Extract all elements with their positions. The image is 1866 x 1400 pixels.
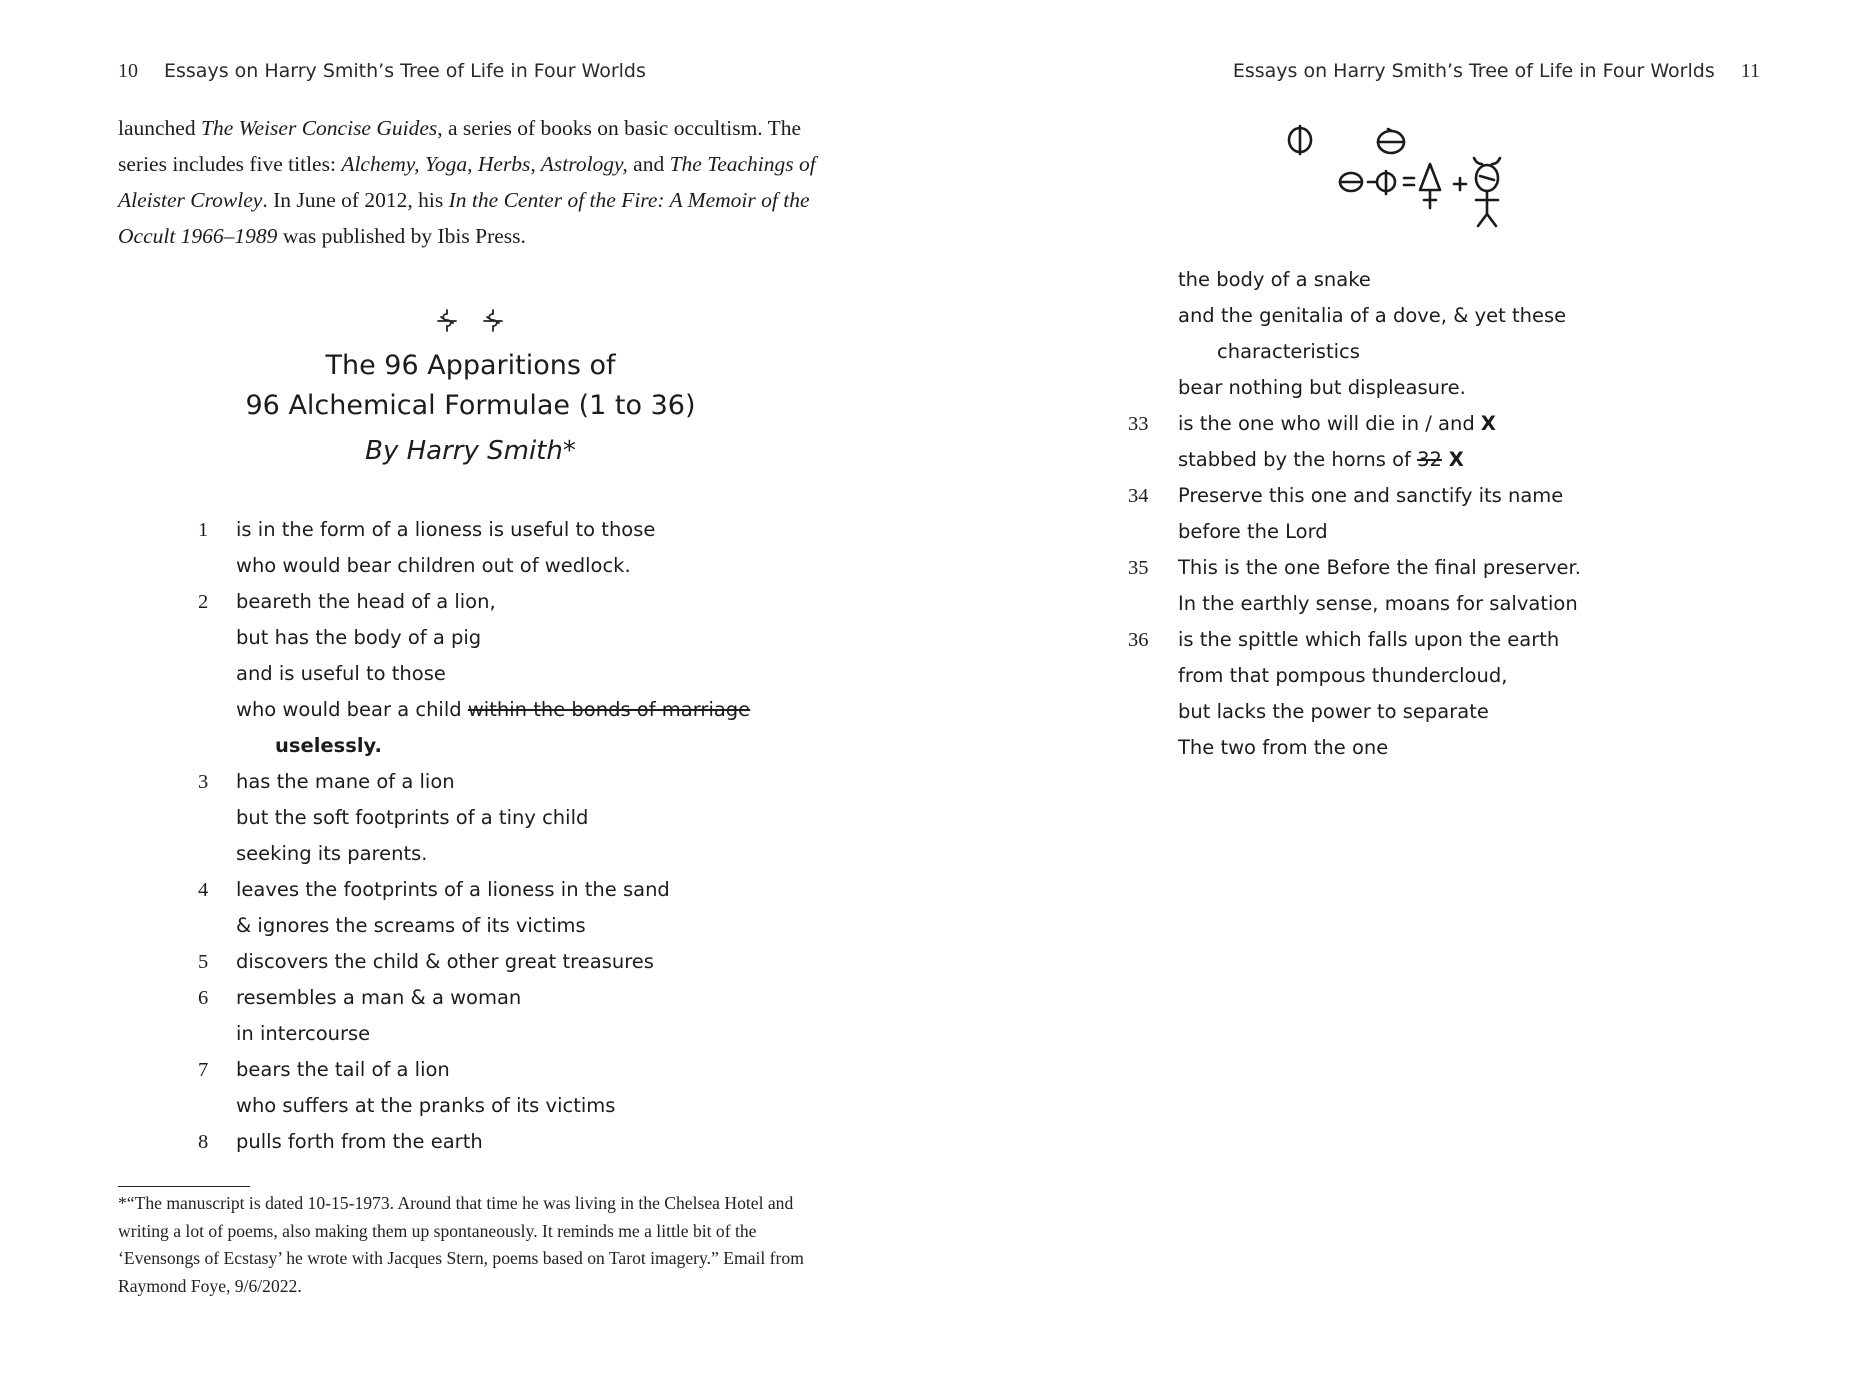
poem-line xyxy=(236,620,750,656)
formula-number: 5 xyxy=(198,951,209,973)
poem-line xyxy=(1128,478,1581,514)
poem-line-text: bear nothing but displeasure. xyxy=(1178,376,1466,399)
section-title-line-2: 96 Alchemical Formulae (1 to 36) xyxy=(245,390,696,421)
poem-line-text: bears the tail of a lion xyxy=(236,1058,450,1081)
poem-line xyxy=(198,872,750,908)
right-page xyxy=(933,0,1866,1400)
poem-line-text: but has the body of a pig xyxy=(236,626,482,649)
intro-text: launched xyxy=(118,116,201,140)
poem-line xyxy=(1128,622,1581,658)
poem-line-text: who would bear children out of wedlock. xyxy=(236,554,631,577)
poem-line xyxy=(1178,442,1581,478)
book-title: Essays on Harry Smith’s Tree of Life in Four Worlds xyxy=(164,60,646,82)
poem-line-text: has the mane of a lion xyxy=(236,770,455,793)
section-title-line-1: The 96 Apparitions of xyxy=(325,350,616,381)
formula-number: 6 xyxy=(198,987,209,1009)
poem-line xyxy=(236,728,750,764)
running-head-right xyxy=(1233,60,1760,83)
formula-number: 2 xyxy=(198,591,209,613)
poem-line xyxy=(198,1052,750,1088)
poem-line xyxy=(198,944,750,980)
bold-text: X xyxy=(1480,412,1496,435)
poem-line-text: resembles a man & a woman xyxy=(236,986,522,1009)
poem-line xyxy=(198,584,750,620)
poem-line xyxy=(1178,334,1581,370)
poem-line-text: & ignores the screams of its victims xyxy=(236,914,586,937)
intro-title-italic: The Teachings of Aleister Crowley xyxy=(118,152,816,212)
poem-line-text: who suffers at the pranks of its victims xyxy=(236,1094,616,1117)
intro-text: and xyxy=(627,152,670,176)
poem-line-text: before the Lord xyxy=(1178,520,1328,543)
poem-line-text: who would bear a child xyxy=(236,698,468,721)
poem-line-text: but the soft footprints of a tiny child xyxy=(236,806,589,829)
intro-title-italic: In the Center of the Fire: A Memoir of the Occult 1966–1989 xyxy=(118,188,810,248)
poem-list-right xyxy=(1128,262,1581,766)
poem-line xyxy=(1178,694,1581,730)
poem-line-text: and the genitalia of a dove, & yet these xyxy=(1178,304,1567,327)
fleuron-ornament-icon xyxy=(430,306,510,336)
poem-line xyxy=(236,692,750,728)
poem-line xyxy=(236,800,750,836)
poem-line xyxy=(1178,298,1581,334)
poem-line-text: is in the form of a lioness is useful to those xyxy=(236,518,656,541)
formula-number: 33 xyxy=(1128,413,1149,435)
poem-line-text: characteristics xyxy=(1217,340,1360,363)
poem-line xyxy=(236,1016,750,1052)
intro-paragraph xyxy=(118,110,838,254)
formula-number: 3 xyxy=(198,771,209,793)
poem-line xyxy=(198,1124,750,1160)
bold-text: X xyxy=(1441,448,1464,471)
poem-line-text: beareth the head of a lion, xyxy=(236,590,496,613)
intro-text: . In June of 2012, his xyxy=(262,188,449,212)
book-title: Essays on Harry Smith’s Tree of Life in Four Worlds xyxy=(1232,60,1715,82)
poem-line xyxy=(236,656,750,692)
poem-line-text: discovers the child & other great treasures xyxy=(236,950,654,973)
poem-line-text: Preserve this one and sanctify its name xyxy=(1178,484,1564,507)
poem-line-text: is the spittle which falls upon the earth xyxy=(1178,628,1560,651)
formula-number: 1 xyxy=(198,519,209,541)
poem-line xyxy=(236,836,750,872)
poem-list-left xyxy=(198,512,751,1160)
intro-title-italic: Alchemy, Yoga, Herbs, Astrology, xyxy=(341,152,628,176)
intro-text: , a series of books on basic occultism. The series includes five titles: xyxy=(118,116,802,176)
intro-title-italic: The Weiser Concise Guides xyxy=(200,116,438,140)
poem-line-text: In the earthly sense, moans for salvation xyxy=(1178,592,1578,615)
poem-line-text: from that pompous thundercloud, xyxy=(1178,664,1508,687)
bold-text: uselessly. xyxy=(275,734,382,757)
poem-line-text: in intercourse xyxy=(236,1022,371,1045)
poem-line-text: This is the one Before the final preserver. xyxy=(1178,556,1581,579)
section-byline: By Harry Smith* xyxy=(365,436,576,466)
poem-line-text: and is useful to those xyxy=(236,662,446,685)
poem-line-text: seeking its parents. xyxy=(236,842,428,865)
formula-number: 35 xyxy=(1128,557,1149,579)
poem-line-text: pulls forth from the earth xyxy=(236,1130,483,1153)
struck-through-text: 32 xyxy=(1417,448,1442,471)
poem-line xyxy=(1128,550,1581,586)
poem-line xyxy=(1178,514,1581,550)
poem-line xyxy=(1178,262,1581,298)
poem-line-text: but lacks the power to separate xyxy=(1178,700,1489,723)
formula-number: 36 xyxy=(1128,629,1149,651)
poem-line xyxy=(1178,730,1581,766)
poem-line xyxy=(1128,406,1581,442)
poem-line xyxy=(236,548,750,584)
formula-number: 34 xyxy=(1128,485,1149,507)
page-number: 10 xyxy=(118,60,138,82)
formula-number: 4 xyxy=(198,879,209,901)
poem-line xyxy=(1178,586,1581,622)
poem-line xyxy=(1178,658,1581,694)
poem-line xyxy=(236,908,750,944)
intro-text: was published by Ibis Press. xyxy=(277,224,526,248)
poem-line-text: is the one who will die in / and xyxy=(1178,412,1481,435)
poem-line xyxy=(198,980,750,1016)
formula-number: 8 xyxy=(198,1131,209,1153)
footnote: *“The manuscript is dated 10-15-1973. Around that time he was living in the Chelsea Hotel and writing a lot of poems, also making them up spontaneously. It reminds me a little bit of the ‘Evensongs of Ecstasy’ he wrote with Jacques Stern, poems based on Tarot imagery.” Email from Raymond Foye, 9/6/2022. xyxy=(118,1193,804,1296)
poem-line-text: The two from the one xyxy=(1178,736,1389,759)
page-number: 11 xyxy=(1740,60,1760,82)
footnote-divider xyxy=(118,1186,250,1187)
alchemical-glyphs-icon xyxy=(1268,118,1538,238)
struck-through-text: within the bonds of marriage xyxy=(467,698,751,721)
poem-line xyxy=(236,1088,750,1124)
formula-number: 7 xyxy=(198,1059,209,1081)
poem-line xyxy=(198,512,750,548)
poem-line-text: the body of a snake xyxy=(1178,268,1371,291)
poem-line-text: stabbed by the horns of xyxy=(1178,448,1418,471)
running-head-left xyxy=(118,60,646,83)
poem-line xyxy=(198,764,750,800)
poem-line-text: leaves the footprints of a lioness in the sand xyxy=(236,878,670,901)
poem-line xyxy=(1178,370,1581,406)
